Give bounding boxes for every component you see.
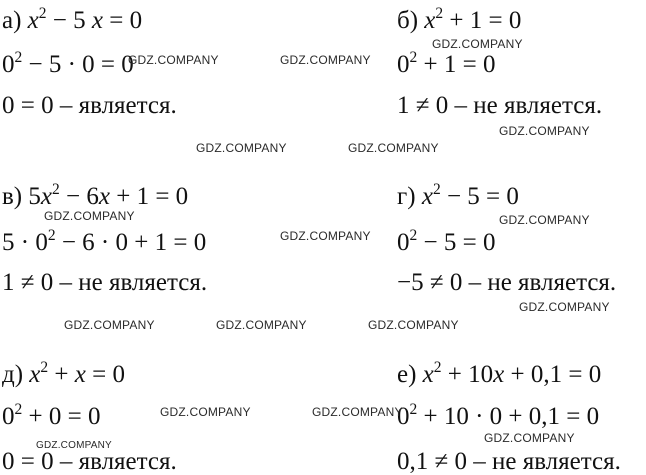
problem-g-conclusion: −5 ≠ 0 – не является. bbox=[397, 269, 617, 296]
watermark: GDZ.COMPANY bbox=[484, 431, 575, 445]
watermark: GDZ.COMPANY bbox=[280, 229, 371, 243]
problem-v-equation: в) $5x^2 - 6x + 1 = 0$ bbox=[2, 180, 189, 210]
problem-g-equation: г) $x^2 - 5 = 0$ bbox=[397, 180, 519, 210]
problem-v-conclusion: 1 ≠ 0 – не является. bbox=[2, 269, 208, 296]
watermark: GDZ.COMPANY bbox=[64, 318, 155, 332]
problem-a-equation: а) $x^2 - 5$ x = 0 bbox=[2, 4, 143, 34]
problem-b-conclusion: 1 ≠ 0 – не является. bbox=[397, 92, 603, 119]
watermark: GDZ.COMPANY bbox=[128, 53, 219, 67]
problem-d-conclusion: 0 = 0 – является. bbox=[2, 448, 177, 475]
watermark: GDZ.COMPANY bbox=[499, 124, 590, 138]
watermark: GDZ.COMPANY bbox=[368, 318, 459, 332]
watermark: GDZ.COMPANY bbox=[519, 300, 610, 314]
problem-b-equation: б) $x^2 + 1 = 0$ bbox=[397, 4, 522, 34]
problem-a-substitution: $0^2 - 5 \cdot 0 = 0$ bbox=[2, 48, 134, 78]
problem-d-equation: д) $x^2 + x = 0$ bbox=[2, 358, 125, 388]
watermark: GDZ.COMPANY bbox=[196, 141, 287, 155]
watermark: GDZ.COMPANY bbox=[160, 405, 251, 419]
watermark: GDZ.COMPANY bbox=[44, 209, 135, 223]
watermark: GDZ.COMPANY bbox=[312, 405, 403, 419]
problem-e-substitution: $0^2 + 10 \cdot 0 + 0,1 = 0$ bbox=[397, 400, 600, 430]
problem-b-substitution: $0^2 + 1 = 0$ bbox=[397, 48, 496, 78]
problem-e-equation: е) $x^2 + 10x + 0,1 = 0$ bbox=[397, 358, 602, 388]
watermark: GDZ.COMPANY bbox=[432, 37, 523, 51]
problem-g-substitution: $0^2 - 5 = 0$ bbox=[397, 226, 496, 256]
problem-d-substitution: $0^2 + 0 = 0$ bbox=[2, 400, 101, 430]
problem-a-conclusion: 0 = 0 – является. bbox=[2, 92, 177, 119]
problem-v-substitution: $5 \cdot 0^2 - 6 \cdot 0 + 1 = 0$ bbox=[2, 226, 207, 256]
watermark: GDZ.COMPANY bbox=[280, 53, 371, 67]
watermark: GDZ.COMPANY bbox=[348, 141, 439, 155]
watermark: GDZ.COMPANY bbox=[216, 318, 307, 332]
watermark: GDZ.COMPANY bbox=[36, 440, 112, 451]
watermark: GDZ.COMPANY bbox=[499, 213, 590, 227]
problem-e-conclusion: 0,1 ≠ 0 – не является. bbox=[397, 448, 621, 475]
